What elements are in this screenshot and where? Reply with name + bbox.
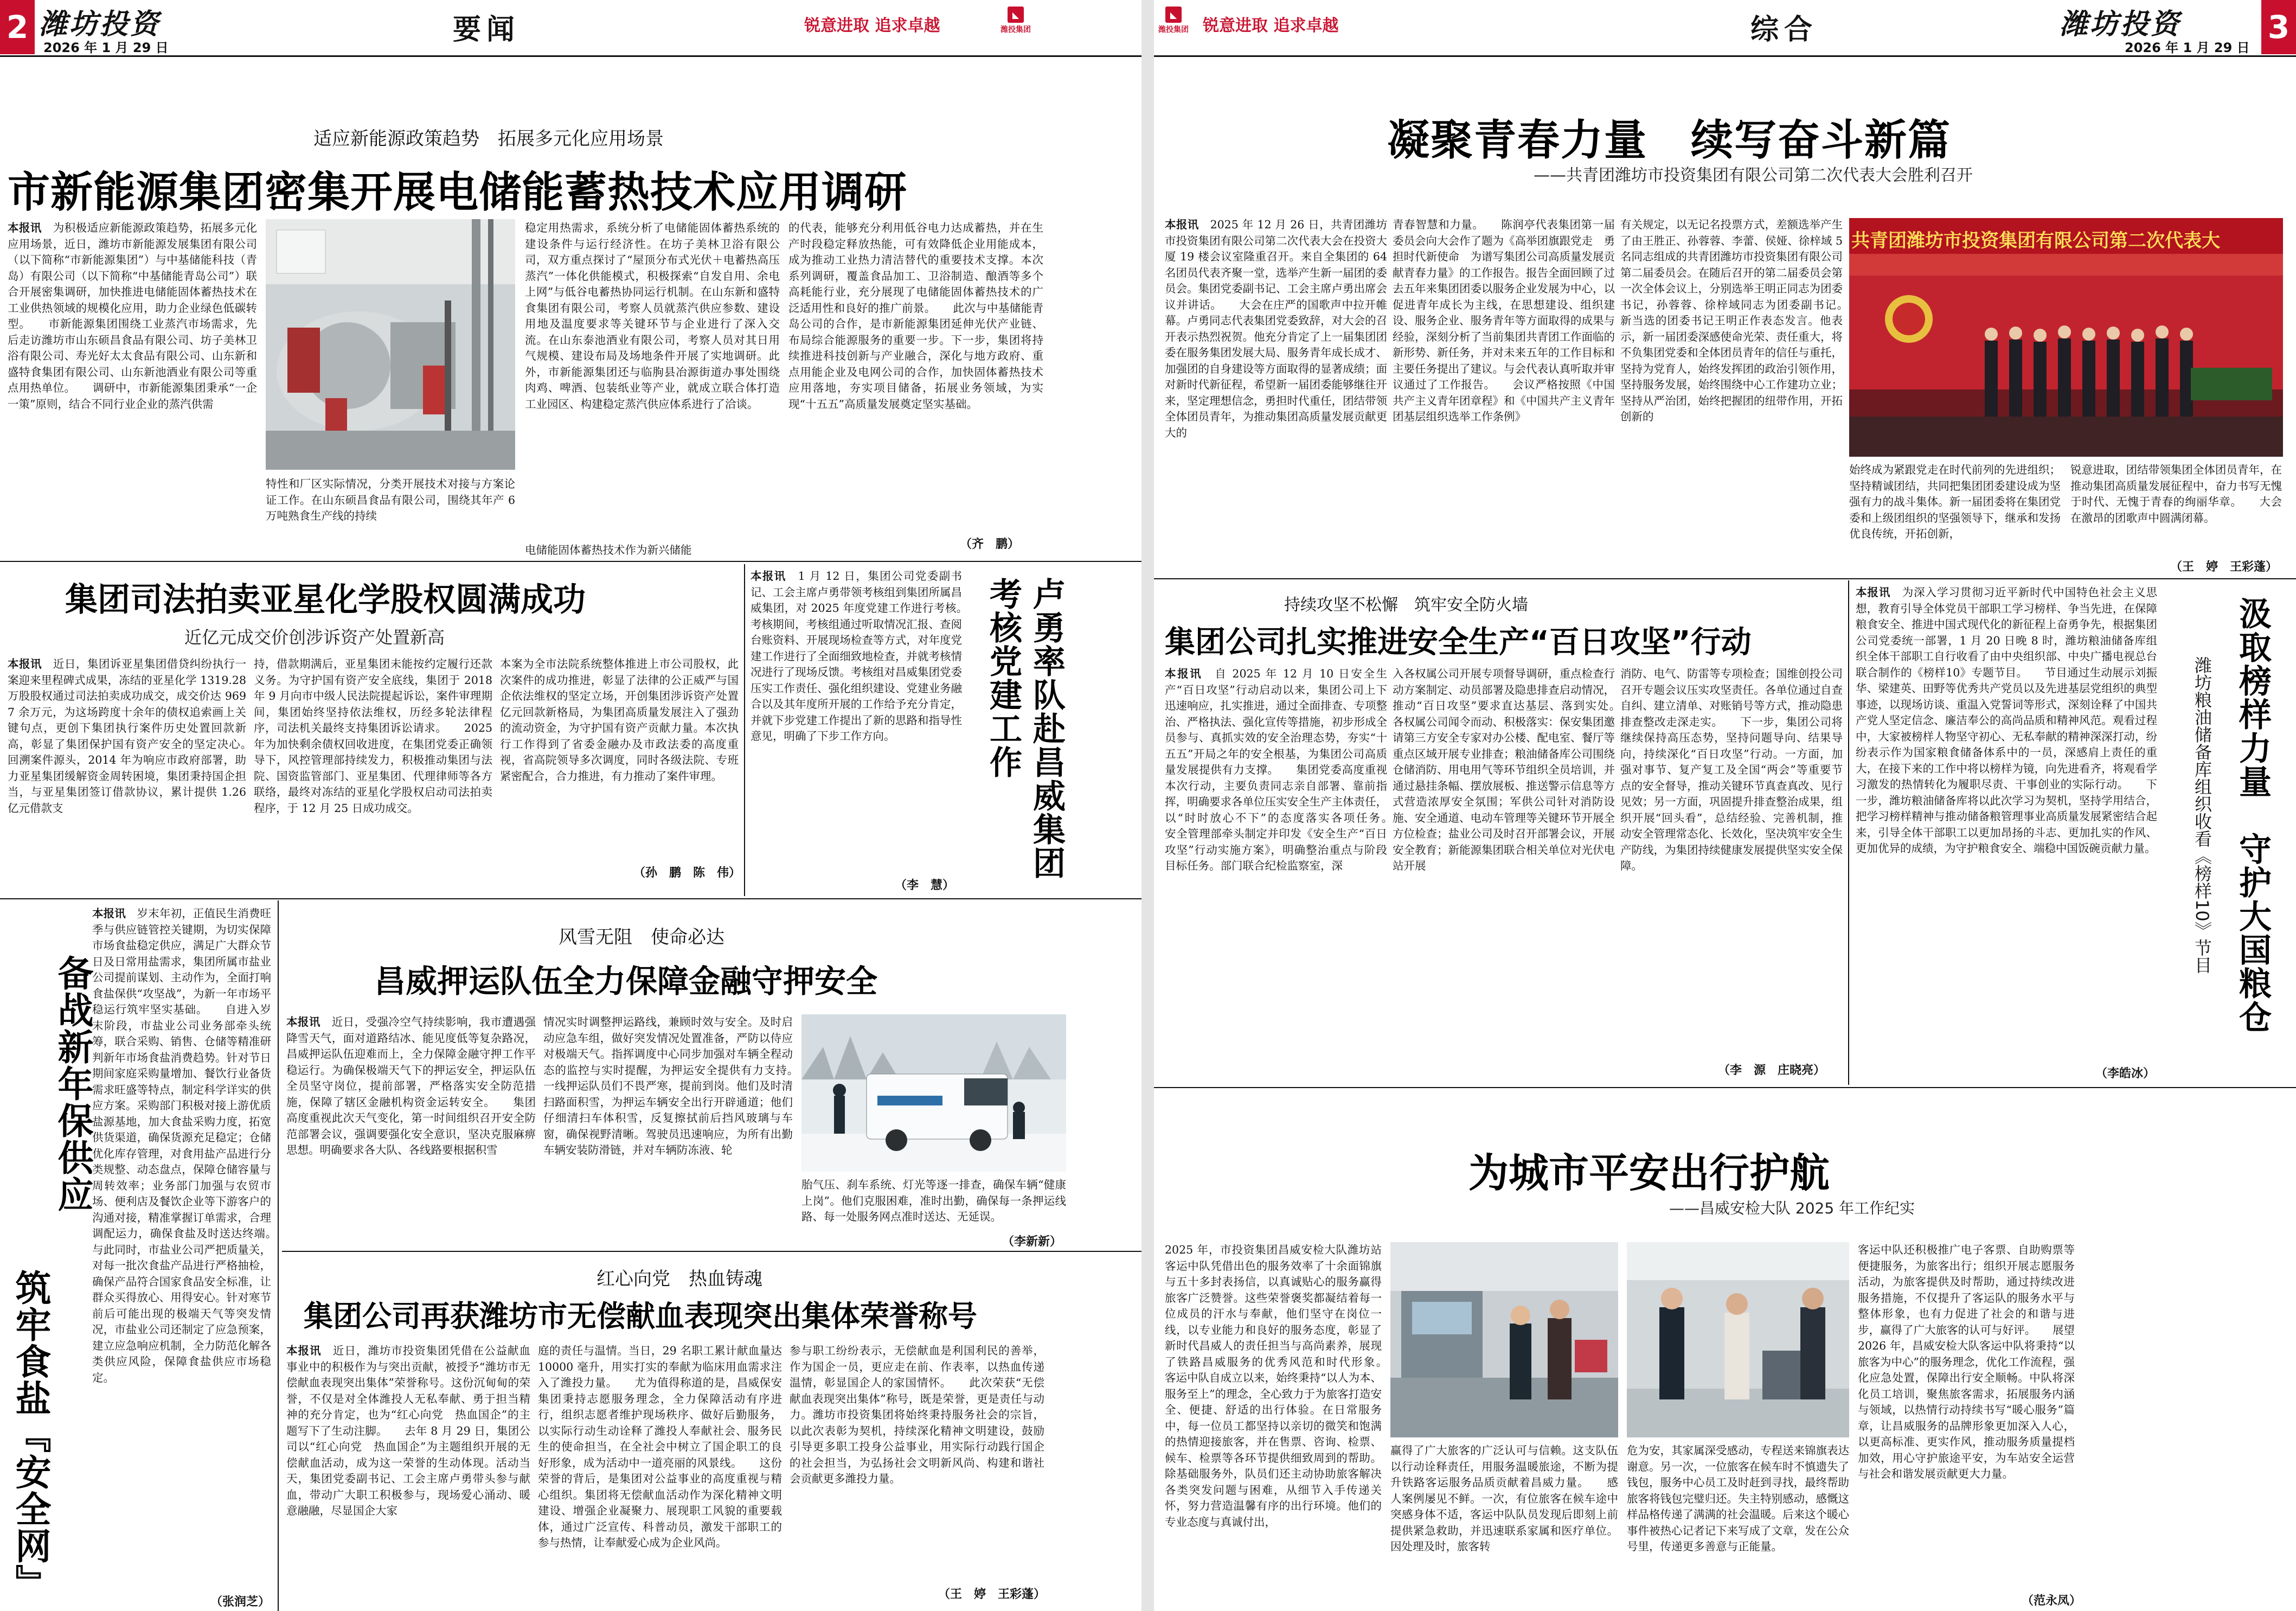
photo-boiler-room bbox=[266, 219, 515, 470]
byline: （王 婷 王彩蓬） bbox=[938, 1588, 1046, 1601]
story-text: 赢得了广大旅客的广泛认可与信赖。这支队伍以行动诠释责任，用服务温暖旅途，不断为提升铁路客运服务品质贡献着昌威力量。 感人案例屡见不鲜。一次，有位旅客在候车途中突感身体不适，客运中队队员发现后即刻上前提供紧急救助，并迅速联系家属和医疗单位。因处理及时，旅客转 bbox=[1390, 1444, 1618, 1553]
story-text: 庭的责任与温情。当日，29 名职工累计献血量达 10000 毫升，用实打实的奉献为临床用血需求注入了潍投力量。 尤为值得称道的是，昌威保安集团秉持志愿服务理念，全力保障活动有序进行，组织志愿者维护现场秩序、做好后勤服务，以实际行动生动诠释了潍投人奉献社会、服务民生的使命担当，在全社会中树立了国企职工的良好形象，成为活动中一道亮丽的风景线。 这份荣誉的背后，是集团对公益事业的高度重视与精心组织。集团将无偿献血活动作为深化精神文明建设、增强企业凝聚力、展现职工风貌的重要载体，通过广泛宣传、科普动员，激发干部职工的参与热情，让奉献爱心成为企业风尚。 bbox=[538, 1344, 782, 1549]
story-body-col bbox=[1620, 666, 1843, 1057]
issue-date: 2026 年 1 月 29 日 bbox=[2125, 40, 2250, 55]
brand-name: 潍投集团 bbox=[1001, 25, 1031, 34]
story-text: 的代表，能够充分利用低谷电力达成蓄热，并在生产时段稳定释放热能，可有效降低企业用能成本，成为推动工业热力清洁替代的重要技术支撑。本次系列调研，覆盖食品加工、卫浴制造、酿酒等多个高耗能行业，充分展现了电储能固体蓄热技术的广泛适用性和良好的推广前景。 此次与中基储能青岛公司的合作，是市新能源集团延伸光伏产业链、布局综合能源服务的重要一步。下一步，集团将持续推进科技创新与产业融合，深化与地方政府、重点用能企业及电网公司的合作，加快固体蓄热技术应用落地，夯实项目储备，拓展业务领域，为实现“十五五”高质量发展奠定坚实基础。 bbox=[788, 221, 1043, 411]
section-label: 要闻 bbox=[453, 13, 521, 46]
brand-mark-icon: ◣ bbox=[1165, 7, 1182, 23]
section-rule bbox=[0, 561, 1141, 562]
story-body-col bbox=[1620, 217, 1843, 575]
story-text: 2025 年 12 月 26 日，共青团潍坊市投资集团有限公司第二次代表大会在投资大厦 19 楼会议室隆重召开。来自全集团的 64 名团员代表齐聚一堂，选举产生新一届团的委员会。集团党委副书记、工会主席卢勇出席会议并讲话。 大会在庄严的国歌声中拉开帷幕。卢勇同志代表集团党委致辞，对大会的召开表示热烈祝贺。他充分肯定了上一届集团团委在服务集团发展大局、服务青年成长成才、加强团的自身建设等方面取得的显著成绩；面对新时代新征程，希望新一届团委能够继往开来，坚定理想信念，勇担时代重任，团结带领全体团员青年，为推动集团高质量发展贡献更大的 bbox=[1165, 218, 1387, 439]
story-text: 特性和厂区实际情况，分类开展技术对接与方案论证工作。在山东硕昌食品有限公司，围绕其年产 6 万吨熟食生产线的持续 bbox=[266, 477, 515, 522]
slogan: 锐意进取 追求卓越 bbox=[1203, 16, 1339, 35]
story-subhead: ——昌威安检大队 2025 年工作纪实 bbox=[1669, 1199, 1915, 1217]
story-text: 始终成为紧跟党走在时代前列的先进组织；坚持精诚团结，共同把集团团委建设成为坚强有力的战斗集体。新一届团委将在集团党委和上级团组织的坚强领导下，继承和发扬优良传统，开拓创新， bbox=[1849, 463, 2061, 540]
story-kicker: 风雪无阻 使命必达 bbox=[559, 926, 724, 948]
section-rule bbox=[0, 898, 1141, 899]
story-text: 青春智慧和力量。 陈润亭代表集团第一届委员会向大会作了题为《高举团旗跟党走 勇担时代新使命 为谱写集团公司高质量发展贡献青春力量》的工作报告。报告全面回顾了过去五年来集团团委以服务企业发展为中心，以促进青年成长为主线，在思想建设、组织建设、服务企业、服务青年等方面取得的成果与经验，深刻分析了当前集团共青团工作面临的新形势、新任务，并对未来五年的工作目标和主要任务提出了建议。与会代表认真听取并审议通过了工作报告。 会议严格按照《中国共产主义青年团章程》和《中国共产主义青年团基层组织选举工作条例》 bbox=[1393, 218, 1615, 423]
story-body-col bbox=[543, 1014, 793, 1242]
story-text: 为积极适应新能源政策趋势，拓展多元化应用场景，近日，潍坊市新能源发展集团有限公司（以下简称“市新能源集团”）与中基储能科技（青岛）有限公司（以下简称“中基储能青岛公司”）联合开展密集调研，加快推进电储能固体蓄热技术在工业供热领域的规模化应用，助力企业绿色低碳转型。 市新能源集团围绕工业蒸汽市场需求，先后走访潍坊市山东硕昌食品有限公司、坊子美林卫浴有限公司、寿光好太太食品有限公司、山东新和盛特食集团有限公司、山东新池酒业有限公司等重点用热单位。 调研中，市新能源集团秉承“一企一策”原则，结合不同行业企业的蒸汽供需 bbox=[8, 221, 257, 411]
slogan: 锐意进取 追求卓越 bbox=[804, 16, 940, 35]
byline: （孙 鹏 陈 伟） bbox=[633, 866, 741, 880]
photo-caption: 胎气压、刹车系统、灯光等逐一排查，确保车辆“健康上岗”。他们克服困难，准时出勤，确保每一条押运线路、每一处服务网点准时送达、无延误。 bbox=[801, 1178, 1066, 1223]
story-kicker: 持续攻坚不松懈 筑牢安全防火墙 bbox=[1284, 596, 1528, 615]
story-headline: 为城市平安出行护航 bbox=[1468, 1150, 1830, 1197]
story-body-col bbox=[286, 1014, 536, 1242]
story-body-col bbox=[1165, 666, 1387, 1078]
brand-logo bbox=[1158, 7, 1189, 35]
story-text: 本案为全市法院系统整体推进上市公司股权，此次案件的成功推进，彰显了法律的公正威严与国企依法维权的坚定立场，开创集团涉诉资产处置亿元回款新格局，为集团高质量发展注入了强劲的流动资金，为守护国有资产贡献力量。本次执行工作得到了省委金融办及市政法委的高度重视，省高院领导多次调度，同时各级法院、专班紧密配合，合力推进，有力推动了案件审理。 bbox=[500, 657, 739, 783]
story-body-col bbox=[1849, 462, 2061, 576]
story-body-col bbox=[1165, 1242, 1382, 1611]
story-body-col bbox=[1390, 1443, 1618, 1611]
page-number: 3 bbox=[2261, 0, 2296, 54]
photo-security-check bbox=[1390, 1242, 1618, 1437]
byline: （李皓冰） bbox=[2095, 1067, 2156, 1081]
story-text: 入各权属公司开展专项督导调研，重点检查行动方案制定、动员部署及隐患排查启动情况，推动“百日攻坚”要求直达基层、落到实处。 各权属公司闻令而动、积极落实：保安集团邀请第三方安全专家对办公楼、配电室、餐厅等重点区域开展专业排查；粮油储备库公司围绕仓储消防、用电用气等环节组织全员培训，并通过悬挂条幅、摆放展板、推送警示信息等方式营造浓厚安全氛围；军供公司针对消防设施、安全通道、电动车管理等关键环节开展全方位检查；盐业公司及时召开部署会议，开展安全教育；新能源集团联合相关单位对光伏电站开展 bbox=[1393, 667, 1615, 872]
byline: （李 慧） bbox=[895, 879, 955, 892]
byline: （齐 鹏） bbox=[960, 538, 1020, 551]
vertical-headline: 汲取榜样力量 守护大国粮仓 bbox=[2234, 597, 2272, 1034]
byline: （李 源 庄晓亮） bbox=[1718, 1064, 1826, 1077]
story-kicker: 适应新能源政策趋势 拓展多元化应用场景 bbox=[313, 128, 664, 150]
story-text: 持，借款期满后，亚星集团未能按约定履行还款义务。为守护国有资产安全底线，集团于 2018 年 9 月向市中级人民法院提起诉讼，案件审理期间，集团始终坚持依法维权，历经多轮法律程序，司法机关最终支持集团诉讼请求。 2025 年为加快剩余债权回收进度，在集团党委正确领导下，风控管理部持续发力，积极推动集团与法院、国资监管部门、亚星集团、代理律师等各方联络，最终对冻结的亚星化学股权启动司法拍卖程序，于 12 月 25 日成功成交。 bbox=[254, 657, 492, 815]
story-text: 近日，集团诉亚星集团借贷纠纷执行一案迎来里程碑式成果，冻结的亚星化学 1319.28 万股股权通过司法拍卖成功成交，成交价达 9697 余万元，为这场跨度十余年的债权追索画上关键句点，更创下集团执行案件历史处置回款新高，彰显了集团保护国有资产安全的坚定决心。 回溯案件源头，2014 年为响应市政府部署，助力亚星集团缓解资金周转困境，集团秉持国企担当，与亚星集团签订借款协议，累计提供 1.26 亿元借款支 bbox=[8, 657, 246, 815]
story-body-col bbox=[1393, 217, 1615, 575]
story-text: 1 月 12 日，集团公司党委副书记、工会主席卢勇带领考核组到集团所属昌威集团，对 2025 年度党建工作进行考核。 考核期间，考核组通过听取情况汇报、查阅台账资料、开展现场检查等方式，对年度党建工作进行了全面细致地检查，并就考核情况进行了现场反馈。考核组对昌威集团党委压实工作责任、强化组织建设、党建业务融合以及其年度所开展的工作给予充分肯定，并就下步党建工作提出了新的思路和指导性意见，明确了下步工作方向。 bbox=[751, 570, 962, 743]
story-lead: 本报讯 bbox=[1165, 667, 1203, 680]
column-rule bbox=[278, 900, 279, 1611]
story-text: 消防、电气、防雷等专项检查；国维创投公司召开专题会议压实攻坚责任。各单位通过自查自纠、建立清单、对账销号等方式，推动隐患排查整改走深走实。 下一步，集团公司将继续保持高压态势，坚持问题导向、结果导向，持续深化“百日攻坚”行动。一方面，加强对事节、复产复工及全国“两会”等重要节点的安全督导，推动关键环节真查真改、见行见效；另一方面，巩固提升排查整治成果，组织开展“回头看”，总结经验、完善机制，推动安全管理常态化、长效化，坚决筑牢安全生产防线，为集团持续健康发展提供坚实安全保障。 bbox=[1620, 667, 1843, 872]
story-body-col bbox=[525, 542, 780, 560]
page-3 bbox=[1154, 0, 2296, 1611]
story-body-col bbox=[92, 906, 271, 1595]
story-text: 2025 年，市投资集团昌威安检大队潍坊站客运中队凭借出色的服务效率了十余面锦旗与五十多封表扬信，以真诚贴心的服务赢得旅客广泛赞誉。这些荣誉褒奖都凝结着每一位成员的汗水与奉献，他们坚守在岗位一线，以专业能力和良好的服务态度，彰显了新时代昌威人的责任担当与高尚素养，展现了铁路昌威服务的优秀风范和时代形象。 客运中队自成立以来，始终秉持“以人为本、服务至上”的理念，全心致力于为旅客打造安全、便捷、舒适的出行体验。在日常服务中，每一位员工都坚持以亲切的微笑和饱满的热情迎接旅客，并在售票、咨询、检票、候车、检票等各环节提供细致周到的帮助。除基础服务外，队员们还主动协助旅客解决各类突发问题与困难，从细节入手传递关怀，努力营造温馨有序的出行环境。他们的专业态度与真诚付出， bbox=[1165, 1243, 1382, 1529]
photo-banner-text: 共青团潍坊市投资集团有限公司第二次代表大 bbox=[1851, 230, 2220, 252]
story-body-col bbox=[1627, 1443, 1849, 1611]
story-text: 有关规定，以无记名投票方式，差额选举产生了由王胜正、孙蓉蓉、李蕾、侯娅、徐梓域 5 名同志组成的共青团潍坊市投资集团有限公司第二届委员会。在随后召开的第二届委员会第一次全体会议上，分别选举王明正同志为团委书记，孙蓉蓉、徐梓域同志为团委副书记。 新当选的团委书记王明正作表态发言。他表示，新一届团委深感使命光荣、责任重大，将不负集团党委和全体团员青年的信任与重托，坚持为党育人，始终发挥团的政治引领作用，坚持服务发展，始终围绕中心工作建功立业；坚持从严治团，始终把握团的纽带作用，开拓创新的 bbox=[1620, 218, 1843, 423]
vertical-headline: 卢勇率队赴昌威集团考核党建工作 bbox=[984, 577, 1066, 880]
byline: （王 婷 王彩蓬） bbox=[2170, 560, 2278, 574]
header-rule bbox=[0, 55, 1141, 57]
story-headline: 凝聚青春力量 续写奋斗新篇 bbox=[1387, 116, 1952, 165]
story-body-col bbox=[525, 220, 780, 542]
story-subhead: ——共青团潍坊市投资集团有限公司第二次代表大会胜利召开 bbox=[1534, 166, 1973, 185]
story-lead: 本报讯 bbox=[92, 907, 126, 920]
story-text: 稳定用热需求，系统分析了电储能固体蓄热系统的建设条件与运行经济性。在坊子美林卫浴有限公司，双方重点探讨了“屋顶分布式光伏＋电蓄热高压蒸汽”一体化供能模式，积极探索“自发自用、余电上网”与低谷电蓄热协同运行机制。在山东新和盛特食集团有限公司，考察人员就蒸汽供应参数、建设用地及温度要求等关键环节与企业进行了深入交流。在山东泰池酒业有限公司，考察人员对其日用气规模、建设布局及场地条件开展了实地调研。此外，市新能源集团还与临朐县冶源街道办事处围绕肉鸡、啤酒、包装纸业等产业，就成立联合体打造工业园区、构建稳定蒸汽供应体系进行了洽谈。 bbox=[525, 221, 780, 411]
story-text: 近日，受强冷空气持续影响，我市遭遇强降雪天气，面对道路结冰、能见度低等复杂路况，昌威押运队伍迎难而上，全力保障金融守押工作平稳运行。为确保极端天气下的押运安全，押运队伍全员坚守岗位，提前部署，严格落实安全防范措施，保障了辖区金融机构资金运转安全。 集团高度重视此次天气变化，第一时间组织召开安全防范部署会议，强调要强化安全意识，坚决克服麻痹思想。明确要求各大队、各线路要根据积雪 bbox=[286, 1015, 536, 1156]
brand-logo bbox=[1001, 7, 1031, 35]
story-body-col bbox=[1856, 585, 2157, 1084]
story-body-col bbox=[286, 1343, 530, 1603]
photo-congress-group bbox=[1849, 218, 2283, 457]
story-body-col bbox=[751, 568, 962, 894]
brand-mark-icon: ◣ bbox=[1008, 7, 1024, 23]
issue-date: 2026 年 1 月 29 日 bbox=[43, 40, 169, 55]
story-body-col bbox=[254, 656, 492, 890]
masthead-logo: 潍坊投资 bbox=[39, 8, 161, 41]
story-headline: 集团公司扎实推进安全生产“百日攻坚”行动 bbox=[1165, 625, 1752, 660]
story-text: 锐意进取，团结带领集团全体团员青年，在推动集团高质量发展征程中，奋力书写无愧于时代、无愧于青春的绚丽华章。 大会在激昂的团歌声中圆满闭幕。 bbox=[2070, 463, 2282, 525]
photo-luggage-help bbox=[1627, 1242, 1849, 1437]
story-body-col bbox=[1858, 1242, 2075, 1589]
section-label: 综合 bbox=[1750, 13, 1818, 46]
byline: （范永凤） bbox=[2022, 1594, 2082, 1608]
story-text: 电储能固体蓄热技术作为新兴储能 bbox=[525, 544, 692, 557]
story-text: 自 2025 年 12 月 10 日安全生产“百日攻坚”行动启动以来，集团公司上下迅速响应，扎实推进，通过全面排查、专项整治、严格执法、强化宣传等措施，初步形成全员参与、真抓实效的安全治理态势，夯实“十五五”开局之年的安全根基，为集团公司高质量发展提供有力支撑。 集团党委高度重视本次行动，主要负责同志亲自部署、靠前指挥，明确要求各单位压实安全生产主体责任，以“时时放心不下”的态度落实各项任务。 安全管理部牵头制定并印发《安全生产“百日攻坚”行动实施方案》，明确整治重点与阶段目标任务。部门联合纪检监察室，深 bbox=[1165, 667, 1387, 872]
story-text: 岁末年初，正值民生消费旺季与供应链管控关键期，为切实保障市场食盐稳定供应，满足广大群众节日及日常用盐需求，集团所属市盐业公司提前谋划、主动作为，全面打响食盐保供“攻坚战”，为新一年市场平稳运行筑牢坚实基础。 自进入岁末阶段，市盐业公司业务部牵头统筹，联合采购、销售、仓储等精准研判新年市场食盐消费趋势。针对节日期间家庭采购量增加、餐饮行业备货需求旺盛等特点，制定科学详实的供应方案。采购部门积极对接上游优质盐源基地，加大食盐采购力度，拓宽供货渠道，确保货源充足稳定；仓储优化库存管理，对食用盐产品进行分类规整、动态盘点，保障仓储容量与周转效率；业务部门加强与农贸市场、便利店及餐饮企业等下游客户的沟通对接，精准掌握订单需求，合理调配运力，确保食盐及时送达终端。 与此同时，市盐业公司严把质量关，对每一批次食盐产品进行严格抽检，确保产品符合国家食品安全标准，让群众买得放心、用得安心。针对寒节前后可能出现的极端天气等突发情况，市盐业公司还制定了应急预案，建立应急响应机制，全力防范化解各类供应风险，保障食盐供应市场稳定。 bbox=[92, 907, 271, 1384]
section-rule bbox=[1154, 1087, 2296, 1088]
story-text: 近日，潍坊市投资集团凭借在公益献血事业中的积极作为与突出贡献，被授予“潍坊市无偿献血表现突出集体”荣誉称号。这份沉甸甸的荣誉，不仅是对全体潍投人无私奉献、勇于担当精神的充分肯定，也为“红心向党 热血国企”的主题写下了生动注脚。 去年 8 月 29 日，集团公司以“红心向党 热血国企”为主题组织开展的无偿献血活动，成为这一荣誉的生动体现。活动当天，集团党委副书记、工会主席卢勇带头参与献血，带动广大职工积极参与，现场爱心涌动、暖意融融，尽显国企大家 bbox=[286, 1344, 530, 1517]
story-text: 参与职工纷纷表示，无偿献血是利国利民的善举，作为国企一员，更应走在前、作表率，以热血传递温情，彰显国企人的家国情怀。 此次荣获“无偿献血表现突出集体”称号，既是荣誉，更是责任与动力。潍坊市投资集团将始终秉持服务社会的宗旨，以此次表彰为契机，持续深化精神文明建设，鼓励引导更多职工投身公益事业，用实际行动践行国企的社会担当，为弘扬社会文明新风尚、构建和谐社会贡献更多潍投力量。 bbox=[790, 1344, 1044, 1485]
story-subhead: 近亿元成交价创涉诉资产处置新高 bbox=[184, 627, 445, 648]
story-text: 情况实时调整押运路线，兼顾时效与安全。及时启动应急车组，做好突发情况处置准备，严防以侍应对极端天气。指挥调度中心同步加强对车辆全程动态的监控与实时提醒，为押运安全提供有力支持。 一线押运队员们不畏严寒，提前到岗。他们及时清扫路面积雪，为押运车辆安全出行开辟通道；他们仔细清扫车体积雪，反复擦拭前后挡风玻璃与车窗，确保视野清晰。驾驶员迅速响应，为所有出勤车辆安装防滑链，并对车辆防冻液、轮 bbox=[543, 1015, 793, 1156]
brand-name: 潍投集团 bbox=[1158, 25, 1189, 34]
section-rule bbox=[1154, 578, 2296, 579]
story-lead: 本报讯 bbox=[286, 1344, 322, 1357]
section-rule bbox=[282, 1251, 1141, 1252]
story-headline: 昌威押运队伍全力保障金融守押安全 bbox=[374, 963, 878, 1000]
story-text: 客运中队还积极推广电子客票、自助购票等便捷服务，为旅客出行；组织开展志愿服务活动，为旅客提供及时帮助，通过持续改进服务措施，不仅提升了客运队的服务水平与整体形象，也有力促进了社会的和谐与进步，赢得了广大旅客的认可与好评。 展望 2026 年，昌威安检大队客运中队将秉持“以旅客为中心”的服务理念，优化工作流程，强化应急处置，保障出行安全顺畅。中队将深化员工培训，聚焦旅客需求，拓展服务内涵与领域，以热情行动持续书写“暖心服务”篇章，让昌威服务的品牌形象更加深入人心，以更高标准、更实作风，推动服务质量提档加效，用心守护旅途平安，为车站安全运营与社会和谐发展贡献更大力量。 bbox=[1858, 1243, 2075, 1480]
byline: （李新新） bbox=[1002, 1235, 1062, 1249]
vertical-headline: 备战新年保供应 bbox=[52, 955, 93, 1213]
column-rule bbox=[1848, 580, 1849, 1085]
page-gutter bbox=[1141, 0, 1154, 1611]
story-lead: 本报讯 bbox=[8, 221, 42, 234]
story-lead: 本报讯 bbox=[1856, 586, 1891, 599]
photo-stage-scene bbox=[1849, 254, 2283, 457]
story-body-col bbox=[8, 656, 246, 890]
photo-armored-van-snow bbox=[801, 1014, 1066, 1172]
masthead-logo: 潍坊投资 bbox=[2060, 8, 2182, 41]
story-headline: 集团司法拍卖亚星化学股权圆满成功 bbox=[65, 581, 586, 619]
story-lead: 本报讯 bbox=[751, 570, 786, 583]
story-body-col bbox=[2070, 462, 2282, 560]
page-number: 2 bbox=[0, 0, 35, 54]
story-text: 危为安，其家属深受感动，专程送来锦旗表达谢意。另一次，一位旅客在候车时不慎遗失了钱包，服务中心员工及时赶到寻找，最终帮助旅客将钱包完璧归还。失主特别感动，感慨这样品格传递了满满的社会温暖。后来这个暖心事件被热心记者记下来写成了文章，发在公众号里，传递更多善意与正能量。 bbox=[1627, 1444, 1849, 1553]
story-body-col bbox=[266, 476, 515, 541]
story-text: 为深入学习贯彻习近平新时代中国特色社会主义思想，教育引导全体党员干部职工学习榜样、争当先进，在保障粮食安全、推进中国式现代化的新征程上奋勇争先，根据集团公司党委统一部署，1 月 20 日晚 8 时，潍坊粮油储备库组织全体干部职工自行收看了由中央组织部、中央广播电视总台联合制作的《榜样10》专题节目。 节目通过生动展示刘振华、梁建英、田野等优秀共产党员以及先进基层党组织的典型事迹，以现场访谈、重温入党誓词等形式，深刻诠释了中国共产党人坚定信念、廉洁奉公的高尚品质和精神风范。观看过程中，大家被榜样人物坚守初心、无私奉献的精神深深打动，纷纷表示作为国家粮食储备体系中的一员，深感肩上责任的重大，在接下来的工作中将以榜样为镜，向先进看齐，将观看学习激发的热情转化为履职尽责、干事创业的实际行动。 下一步，潍坊粮油储备库将以此次学习为契机，坚持学用结合，把学习榜样精神与推动储备粮管理事业高质量发展紧密结合起来，引导全体干部职工以更加昂扬的斗志、更加扎实的作风、更加优异的成绩，为守护粮食安全、端稳中国饭碗贡献力量。 bbox=[1856, 586, 2157, 855]
story-body-col bbox=[538, 1343, 782, 1603]
story-lead: 本报讯 bbox=[1165, 218, 1199, 231]
story-body-col bbox=[500, 656, 739, 857]
story-body-col bbox=[1165, 217, 1387, 575]
vertical-subhead: 潍坊粮油储备库组织收看《榜样10》节目 bbox=[2192, 656, 2212, 974]
story-lead: 本报讯 bbox=[8, 657, 42, 670]
story-body-col bbox=[788, 220, 1043, 524]
story-body-col bbox=[790, 1343, 1044, 1571]
story-headline: 市新能源集团密集开展电储能蓄热技术应用调研 bbox=[8, 168, 908, 217]
story-lead: 本报讯 bbox=[286, 1015, 320, 1028]
story-kicker: 红心向党 热血铸魂 bbox=[597, 1268, 762, 1290]
header-rule bbox=[1154, 55, 2296, 57]
story-headline: 集团公司再获潍坊市无偿献血表现突出集体荣誉称号 bbox=[304, 1299, 977, 1333]
byline: （张润芝） bbox=[210, 1595, 271, 1609]
column-rule bbox=[744, 564, 745, 896]
page-2 bbox=[0, 0, 1141, 1611]
vertical-headline: 筑牢食盐『安全网』 bbox=[9, 1269, 51, 1601]
story-body-col bbox=[8, 220, 257, 541]
story-body-col bbox=[1393, 666, 1615, 1078]
